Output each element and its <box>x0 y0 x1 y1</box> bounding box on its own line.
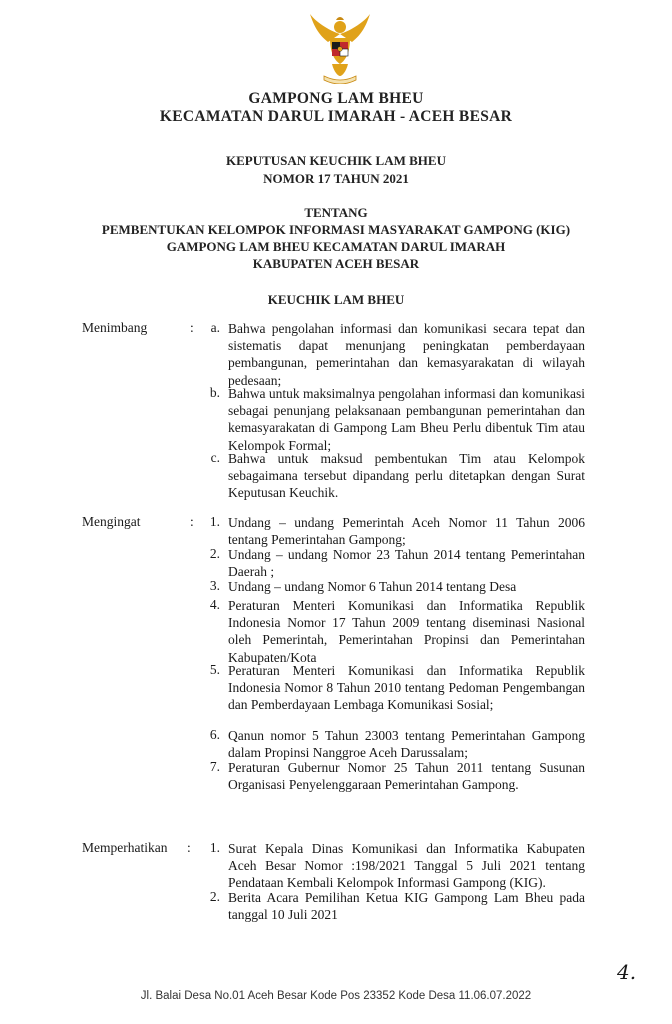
memperhatikan-label: Memperhatikan <box>82 840 168 855</box>
list-item: Peraturan Menteri Komunikasi dan Informatika Republik Indonesia Nomor 17 Tahun 2009 tentang diseminasi Nasional oleh Pemerintah, Pemerintahan Propinsi dan Pemerintahan Kabupaten/Kota <box>228 598 585 665</box>
decree-title: KEPUTUSAN KEUCHIK LAM BHEU <box>226 153 446 168</box>
list-item: Berita Acara Pemilihan Ketua KIG Gampong Lam Bheu pada tanggal 10 Juli 2021 <box>228 890 585 923</box>
subject-line-2: GAMPONG LAM BHEU KECAMATAN DARUL IMARAH <box>166 239 506 254</box>
list-item: Undang – undang Pemerintah Aceh Nomor 11 Tahun 2006 tentang Pemerintahan Gampong; <box>228 515 585 548</box>
list-marker: a. <box>210 320 220 335</box>
handwritten-initial: 4. <box>617 960 637 984</box>
garuda-emblem-icon <box>306 12 374 84</box>
list-marker: 7. <box>209 759 220 774</box>
list-marker: 6. <box>209 727 220 742</box>
list-marker: b. <box>209 385 220 400</box>
list-item: Bahwa untuk maksud pembentukan Tim atau Kelompok sebagaimana tersebut dipandang perlu ditetapkan dengan Surat Keputusan Keuchik. <box>228 451 585 501</box>
mengingat-colon: : <box>190 514 194 529</box>
list-marker: 5. <box>209 662 220 677</box>
menimbang-label: Menimbang <box>82 320 148 335</box>
village-name: GAMPONG LAM BHEU <box>248 90 424 107</box>
list-marker: c. <box>210 450 220 465</box>
list-item: Peraturan Gubernur Nomor 25 Tahun 2011 tentang Susunan Organisasi Penyelenggaraan Pemerintahan Gampong. <box>228 760 585 793</box>
district-name: KECAMATAN DARUL IMARAH - ACEH BESAR <box>159 108 513 125</box>
list-marker: 2. <box>209 889 220 904</box>
mengingat-label: Mengingat <box>82 514 141 529</box>
list-marker: 4. <box>209 597 220 612</box>
decree-number: NOMOR 17 TAHUN 2021 <box>263 171 409 186</box>
list-marker: 3. <box>209 578 220 593</box>
footer-address: Jl. Balai Desa No.01 Aceh Besar Kode Pos 23352 Kode Desa 11.06.07.2022 <box>140 990 532 1002</box>
about-label: TENTANG <box>304 205 368 220</box>
list-marker: 1. <box>209 514 220 529</box>
subject-line-1: PEMBENTUKAN KELOMPOK INFORMASI MASYARAKAT GAMPONG (KIG) <box>101 222 571 237</box>
list-item: Undang – undang Nomor 6 Tahun 2014 tentang Desa <box>228 579 517 594</box>
list-marker: 1. <box>209 840 220 855</box>
list-item: Undang – undang Nomor 23 Tahun 2014 tentang Pemerintahan Daerah ; <box>228 547 585 580</box>
list-item: Bahwa untuk maksimalnya pengolahan informasi dan komunikasi sebagai penunjang pelaksanaan pembangunan pemerintahan dan kemasyarakatan di Gampong Lam Bheu Perlu dibentuk Tim atau Kelompok Formal; <box>228 386 585 453</box>
issuer-heading: KEUCHIK LAM BHEU <box>267 292 405 307</box>
list-item: Qanun nomor 5 Tahun 23003 tentang Pemerintahan Gampong dalam Propinsi Nanggroe Aceh Darussalam; <box>228 728 585 761</box>
menimbang-colon: : <box>190 320 194 335</box>
subject-line-3: KABUPATEN ACEH BESAR <box>252 256 420 271</box>
list-marker: 2. <box>209 546 220 561</box>
list-item: Bahwa pengolahan informasi dan komunikasi secara tepat dan sistematis dapat menunjang peningkatan pemberdayaan pembangunan, pemerintahan dan kemasyarakatan di wilayah pedesaan; <box>228 321 585 388</box>
list-item: Peraturan Menteri Komunikasi dan Informatika Republik Indonesia Nomor 8 Tahun 2010 tentang Pedoman Pengembangan dan Pemberdayaan Lembaga Komunikasi Sosial; <box>228 663 585 713</box>
memperhatikan-colon: : <box>187 840 191 855</box>
list-item: Surat Kepala Dinas Komunikasi dan Informatika Kabupaten Aceh Besar Nomor :198/2021 Tanggal 5 Juli 2021 tentang Pendataan Kembali Kelompok Informasi Gampong (KIG). <box>228 841 585 891</box>
